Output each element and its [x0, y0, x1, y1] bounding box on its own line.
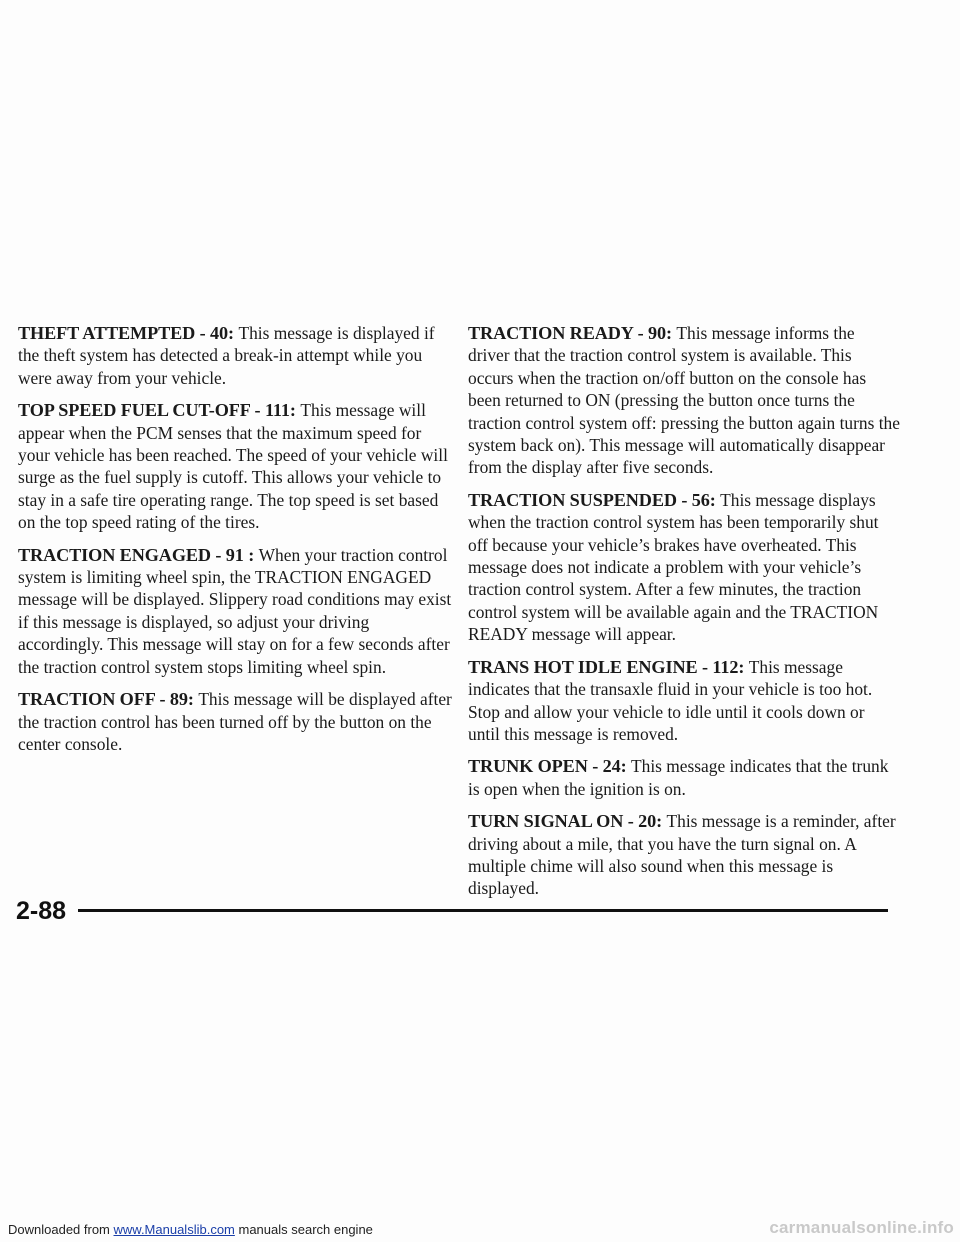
message-entry-trunk-open — [468, 755, 900, 800]
manualslib-link[interactable]: www.Manualslib.com — [113, 1222, 235, 1237]
entry-text: This message displays when the traction control system has been temporarily shut off because your vehicle’s brakes have overheated. This message does not indicate a problem with your vehicle’s traction control system. After a few minutes, the traction control system will be available again and the TRACTION READY message will appear. — [468, 489, 879, 645]
footer-prefix: Downloaded from — [8, 1222, 114, 1237]
message-entry-trans-hot-idle-engine — [468, 656, 900, 746]
entry-text: This message will appear when the PCM senses that the maximum speed for your vehicle has been reached. The speed of your vehicle will surge as the fuel supply is cutoff. This allows your vehicle to stay in a safe tire operating range. The top speed is set based on the top speed rating of the tires. — [18, 400, 448, 533]
right-column — [468, 322, 900, 910]
message-entry-traction-off — [18, 688, 454, 755]
entry-heading: TRACTION READY - 90: — [468, 323, 677, 343]
page-number: 2-88 — [16, 897, 67, 925]
entry-text: This message is a reminder, after driving about a mile, that you have the turn signal on. A multiple chime will also sound when this message is displayed. — [468, 811, 896, 899]
entry-heading: THEFT ATTEMPTED - 40: — [18, 323, 239, 343]
footer-suffix: manuals search engine — [234, 1222, 373, 1237]
entry-heading: TOP SPEED FUEL CUT-OFF - 111: — [18, 400, 301, 421]
message-entry-theft-attempted — [18, 322, 454, 389]
entry-heading: TRANS HOT IDLE ENGINE - 112: — [468, 656, 749, 677]
site-watermark: carmanualsonline.info — [769, 1218, 954, 1237]
message-entry-top-speed-fuel-cut-off — [18, 399, 454, 533]
entry-heading: TRACTION OFF - 89: — [18, 689, 199, 710]
entry-heading: TRACTION SUSPENDED - 56: — [468, 489, 721, 510]
entry-heading: TRACTION ENGAGED - 91 : — [18, 544, 259, 565]
entry-text: This message indicates that the trunk is open when the ignition is on. — [468, 756, 889, 799]
entry-text: This message informs the driver that the traction control system is available. This occurs when the traction on/off button on the console has been returned to ON (pressing the button once turns the traction control system off: pressing the button again turns the system back on). This message will automatically disappear from the display after five seconds. — [468, 323, 900, 478]
message-entry-traction-suspended — [468, 489, 900, 646]
entry-text: This message indicates that the transaxle fluid in your vehicle is too hot. Stop and allow your vehicle to idle until it cools down or until this message is removed. — [468, 656, 873, 744]
entry-heading: TURN SIGNAL ON - 20: — [468, 811, 667, 832]
download-footer — [8, 1222, 373, 1237]
message-entry-traction-ready — [468, 322, 900, 479]
left-column — [18, 322, 454, 765]
message-entry-turn-signal-on — [468, 810, 900, 900]
entry-text: This message is displayed if the theft system has detected a break-in attempt while you were away from your vehicle. — [18, 323, 435, 388]
entry-text: When your traction control system is limiting wheel spin, the TRACTION ENGAGED message will be displayed. Slippery road conditions may exist if this message is displayed, so adjust your driving accordingly. This message will stay on for a few seconds after the traction control system stops limiting wheel spin. — [18, 544, 452, 677]
message-entry-traction-engaged — [18, 544, 454, 678]
page-divider-rule — [78, 909, 888, 912]
entry-text: This message will be displayed after the traction control has been turned off by the button on the center console. — [18, 689, 452, 754]
entry-heading: TRUNK OPEN - 24: — [468, 756, 631, 777]
